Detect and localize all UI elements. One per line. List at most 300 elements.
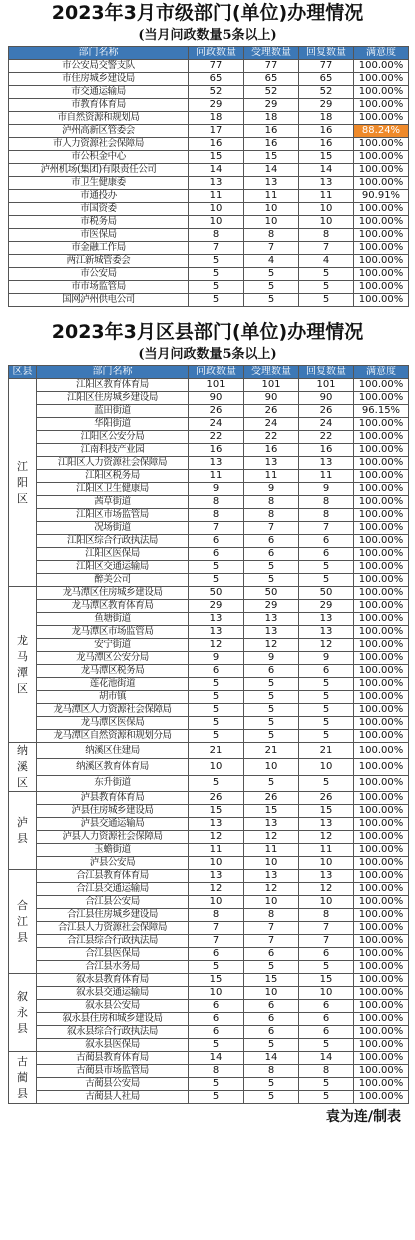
satisfaction-cell: 100.00% <box>354 73 409 86</box>
accepted-count-cell: 5 <box>244 1078 299 1091</box>
reply-count-cell: 8 <box>299 509 354 522</box>
satisfaction-cell: 100.00% <box>354 216 409 229</box>
accepted-count-cell: 10 <box>244 987 299 1000</box>
satisfaction-cell: 100.00% <box>354 418 409 431</box>
reply-count-cell: 5 <box>299 574 354 587</box>
dept-name-cell: 叙永县住房和城乡建设局 <box>37 1013 189 1026</box>
satisfaction-cell: 100.00% <box>354 1026 409 1039</box>
table-row <box>9 164 409 177</box>
inquiry-count-cell: 10 <box>189 896 244 909</box>
dept-name-cell: 市教育体育局 <box>9 99 189 112</box>
satisfaction-cell: 100.00% <box>354 281 409 294</box>
district-cell: 合 江 县 <box>9 870 37 974</box>
dept-name-cell: 江阳区教育体育局 <box>37 379 189 392</box>
satisfaction-cell: 100.00% <box>354 392 409 405</box>
inquiry-count-cell: 29 <box>189 600 244 613</box>
dept-name-cell: 合江县住房城乡建设局 <box>37 909 189 922</box>
table-row <box>9 548 409 561</box>
inquiry-count-cell: 24 <box>189 418 244 431</box>
table-row <box>9 535 409 548</box>
inquiry-count-cell: 6 <box>189 1013 244 1026</box>
accepted-count-cell: 13 <box>244 626 299 639</box>
inquiry-count-cell: 8 <box>189 229 244 242</box>
inquiry-count-cell: 13 <box>189 177 244 190</box>
inquiry-count-cell: 12 <box>189 831 244 844</box>
accepted-count-cell: 11 <box>244 844 299 857</box>
satisfaction-cell: 100.00% <box>354 883 409 896</box>
table-row <box>9 805 409 818</box>
district-cell: 龙 马 潭 区 <box>9 587 37 743</box>
accepted-count-cell: 26 <box>244 792 299 805</box>
dept-name-cell: 龙马潭区人力资源社会保障局 <box>37 704 189 717</box>
reply-count-cell: 6 <box>299 548 354 561</box>
inquiry-count-cell: 11 <box>189 190 244 203</box>
reply-count-cell: 5 <box>299 1078 354 1091</box>
inquiry-count-cell: 7 <box>189 922 244 935</box>
reply-count-cell: 7 <box>299 935 354 948</box>
satisfaction-cell: 100.00% <box>354 561 409 574</box>
reply-count-cell: 10 <box>299 759 354 775</box>
dept-name-cell: 纳溪区住建局 <box>37 743 189 759</box>
satisfaction-cell: 100.00% <box>354 496 409 509</box>
satisfaction-cell: 100.00% <box>354 1091 409 1104</box>
city-table <box>8 46 409 307</box>
satisfaction-cell: 100.00% <box>354 665 409 678</box>
table-row <box>9 870 409 883</box>
inquiry-count-cell: 90 <box>189 392 244 405</box>
reply-count-cell: 7 <box>299 242 354 255</box>
inquiry-count-cell: 65 <box>189 73 244 86</box>
dept-name-cell: 龙马潭区教育体育局 <box>37 600 189 613</box>
reply-count-cell: 13 <box>299 870 354 883</box>
satisfaction-cell: 100.00% <box>354 470 409 483</box>
satisfaction-cell: 100.00% <box>354 1000 409 1013</box>
reply-count-cell: 7 <box>299 922 354 935</box>
dept-name-cell: 市公安局 <box>9 268 189 281</box>
dept-name-cell: 东升街道 <box>37 775 189 791</box>
table-row <box>9 974 409 987</box>
accepted-count-cell: 9 <box>244 483 299 496</box>
reply-count-cell: 5 <box>299 268 354 281</box>
dept-name-cell: 市住房城乡建设局 <box>9 73 189 86</box>
header-reply-count: 回复数量 <box>299 366 354 379</box>
reply-count-cell: 29 <box>299 99 354 112</box>
dept-name-cell: 莲花池街道 <box>37 678 189 691</box>
reply-count-cell: 5 <box>299 717 354 730</box>
county-table <box>8 365 409 1104</box>
dept-name-cell: 泸州高新区管委会 <box>9 125 189 138</box>
inquiry-count-cell: 5 <box>189 1039 244 1052</box>
reply-count-cell: 6 <box>299 1013 354 1026</box>
accepted-count-cell: 5 <box>244 678 299 691</box>
satisfaction-cell: 100.00% <box>354 379 409 392</box>
table-row <box>9 1052 409 1065</box>
header-accepted-count: 受理数量 <box>244 366 299 379</box>
reply-count-cell: 4 <box>299 255 354 268</box>
table-row <box>9 759 409 775</box>
table-row <box>9 73 409 86</box>
satisfaction-cell: 100.00% <box>354 164 409 177</box>
inquiry-count-cell: 10 <box>189 857 244 870</box>
reply-count-cell: 6 <box>299 535 354 548</box>
table-row <box>9 229 409 242</box>
satisfaction-cell: 100.00% <box>354 922 409 935</box>
accepted-count-cell: 10 <box>244 857 299 870</box>
satisfaction-cell: 100.00% <box>354 574 409 587</box>
dept-name-cell: 合江县医保局 <box>37 948 189 961</box>
inquiry-count-cell: 6 <box>189 1000 244 1013</box>
inquiry-count-cell: 5 <box>189 775 244 791</box>
accepted-count-cell: 5 <box>244 561 299 574</box>
satisfaction-cell: 88.24% <box>354 125 409 138</box>
satisfaction-cell: 100.00% <box>354 294 409 307</box>
accepted-count-cell: 5 <box>244 691 299 704</box>
table-row <box>9 652 409 665</box>
reply-count-cell: 12 <box>299 883 354 896</box>
inquiry-count-cell: 14 <box>189 164 244 177</box>
table-row <box>9 418 409 431</box>
inquiry-count-cell: 14 <box>189 1052 244 1065</box>
accepted-count-cell: 15 <box>244 805 299 818</box>
header-inquiry-count: 问政数量 <box>189 47 244 60</box>
accepted-count-cell: 6 <box>244 948 299 961</box>
dept-name-cell: 泸县交通运输局 <box>37 818 189 831</box>
satisfaction-cell: 100.00% <box>354 717 409 730</box>
reply-count-cell: 7 <box>299 522 354 535</box>
table-row <box>9 574 409 587</box>
inquiry-count-cell: 26 <box>189 405 244 418</box>
accepted-count-cell: 6 <box>244 535 299 548</box>
satisfaction-cell: 100.00% <box>354 112 409 125</box>
satisfaction-cell: 100.00% <box>354 600 409 613</box>
satisfaction-cell: 100.00% <box>354 961 409 974</box>
dept-name-cell: 合江县人力资源社会保障局 <box>37 922 189 935</box>
district-cell: 江 阳 区 <box>9 379 37 587</box>
dept-name-cell: 合江县交通运输局 <box>37 883 189 896</box>
reply-count-cell: 5 <box>299 281 354 294</box>
satisfaction-cell: 100.00% <box>354 509 409 522</box>
inquiry-count-cell: 8 <box>189 1065 244 1078</box>
reply-count-cell: 15 <box>299 151 354 164</box>
dept-name-cell: 泸县人力资源社会保障局 <box>37 831 189 844</box>
inquiry-count-cell: 5 <box>189 691 244 704</box>
reply-count-cell: 5 <box>299 294 354 307</box>
table-row <box>9 600 409 613</box>
satisfaction-cell: 100.00% <box>354 896 409 909</box>
accepted-count-cell: 9 <box>244 652 299 665</box>
table-row <box>9 431 409 444</box>
accepted-count-cell: 10 <box>244 216 299 229</box>
accepted-count-cell: 7 <box>244 242 299 255</box>
city-header-row <box>9 47 409 60</box>
inquiry-count-cell: 8 <box>189 509 244 522</box>
satisfaction-cell: 100.00% <box>354 974 409 987</box>
accepted-count-cell: 13 <box>244 457 299 470</box>
inquiry-count-cell: 6 <box>189 535 244 548</box>
reply-count-cell: 90 <box>299 392 354 405</box>
inquiry-count-cell: 5 <box>189 268 244 281</box>
reply-count-cell: 5 <box>299 691 354 704</box>
county-title: 2023年3月区县部门(单位)办理情况 <box>51 321 364 343</box>
satisfaction-cell: 100.00% <box>354 626 409 639</box>
table-row <box>9 1013 409 1026</box>
reply-count-cell: 52 <box>299 86 354 99</box>
satisfaction-cell: 100.00% <box>354 639 409 652</box>
accepted-count-cell: 77 <box>244 60 299 73</box>
inquiry-count-cell: 15 <box>189 805 244 818</box>
table-row <box>9 730 409 743</box>
district-cell: 古 蔺 县 <box>9 1052 37 1104</box>
dept-name-cell: 市公积金中心 <box>9 151 189 164</box>
district-cell: 叙 永 县 <box>9 974 37 1052</box>
satisfaction-cell: 100.00% <box>354 242 409 255</box>
table-row <box>9 1000 409 1013</box>
table-row <box>9 691 409 704</box>
table-row <box>9 509 409 522</box>
satisfaction-cell: 100.00% <box>354 792 409 805</box>
reply-count-cell: 10 <box>299 203 354 216</box>
satisfaction-cell: 100.00% <box>354 818 409 831</box>
dept-name-cell: 叙永县交通运输局 <box>37 987 189 1000</box>
satisfaction-cell: 100.00% <box>354 587 409 600</box>
dept-name-cell: 市卫生健康委 <box>9 177 189 190</box>
district-cell: 纳 溪 区 <box>9 743 37 792</box>
satisfaction-cell: 100.00% <box>354 652 409 665</box>
dept-name-cell: 古蔺县公安局 <box>37 1078 189 1091</box>
accepted-count-cell: 7 <box>244 922 299 935</box>
inquiry-count-cell: 13 <box>189 818 244 831</box>
satisfaction-cell: 100.00% <box>354 948 409 961</box>
reply-count-cell: 11 <box>299 190 354 203</box>
county-subtitle: (当月问政数量5条以上) <box>138 347 277 362</box>
table-row <box>9 99 409 112</box>
satisfaction-cell: 100.00% <box>354 548 409 561</box>
inquiry-count-cell: 5 <box>189 704 244 717</box>
satisfaction-cell: 100.00% <box>354 522 409 535</box>
accepted-count-cell: 50 <box>244 587 299 600</box>
satisfaction-cell: 100.00% <box>354 255 409 268</box>
satisfaction-cell: 100.00% <box>354 704 409 717</box>
table-row <box>9 216 409 229</box>
dept-name-cell: 市医保局 <box>9 229 189 242</box>
dept-name-cell: 合江县公安局 <box>37 896 189 909</box>
table-row <box>9 743 409 759</box>
inquiry-count-cell: 6 <box>189 1026 244 1039</box>
reply-count-cell: 5 <box>299 961 354 974</box>
header-dept-name: 部门名称 <box>9 47 189 60</box>
table-row <box>9 483 409 496</box>
table-row <box>9 86 409 99</box>
district-cell: 泸 县 <box>9 792 37 870</box>
accepted-count-cell: 7 <box>244 522 299 535</box>
table-row <box>9 444 409 457</box>
header-satisfaction: 满意度 <box>354 366 409 379</box>
inquiry-count-cell: 10 <box>189 759 244 775</box>
reply-count-cell: 5 <box>299 775 354 791</box>
dept-name-cell: 市公安局交警支队 <box>9 60 189 73</box>
dept-name-cell: 泸县教育体育局 <box>37 792 189 805</box>
table-row <box>9 294 409 307</box>
satisfaction-cell: 100.00% <box>354 1078 409 1091</box>
satisfaction-cell: 100.00% <box>354 1065 409 1078</box>
table-row <box>9 379 409 392</box>
inquiry-count-cell: 5 <box>189 730 244 743</box>
inquiry-count-cell: 15 <box>189 974 244 987</box>
accepted-count-cell: 8 <box>244 509 299 522</box>
reply-count-cell: 26 <box>299 405 354 418</box>
accepted-count-cell: 16 <box>244 444 299 457</box>
table-row <box>9 678 409 691</box>
accepted-count-cell: 6 <box>244 548 299 561</box>
table-row <box>9 457 409 470</box>
satisfaction-cell: 100.00% <box>354 151 409 164</box>
accepted-count-cell: 5 <box>244 730 299 743</box>
inquiry-count-cell: 5 <box>189 281 244 294</box>
reply-count-cell: 14 <box>299 164 354 177</box>
satisfaction-cell: 100.00% <box>354 483 409 496</box>
city-table-body <box>9 60 409 307</box>
dept-name-cell: 纳溪区教育体育局 <box>37 759 189 775</box>
accepted-count-cell: 5 <box>244 961 299 974</box>
accepted-count-cell: 5 <box>244 294 299 307</box>
dept-name-cell: 市税务局 <box>9 216 189 229</box>
inquiry-count-cell: 9 <box>189 652 244 665</box>
dept-name-cell: 江阳区住房城乡建设局 <box>37 392 189 405</box>
satisfaction-cell: 100.00% <box>354 86 409 99</box>
table-row <box>9 883 409 896</box>
accepted-count-cell: 90 <box>244 392 299 405</box>
table-row <box>9 844 409 857</box>
satisfaction-cell: 100.00% <box>354 759 409 775</box>
accepted-count-cell: 16 <box>244 125 299 138</box>
dept-name-cell: 市通投办 <box>9 190 189 203</box>
table-row <box>9 151 409 164</box>
accepted-count-cell: 5 <box>244 574 299 587</box>
dept-name-cell: 龙马潭区税务局 <box>37 665 189 678</box>
table-row <box>9 613 409 626</box>
inquiry-count-cell: 22 <box>189 431 244 444</box>
dept-name-cell: 蓝田街道 <box>37 405 189 418</box>
satisfaction-cell: 100.00% <box>354 987 409 1000</box>
dept-name-cell: 江阳区公安分局 <box>37 431 189 444</box>
inquiry-count-cell: 8 <box>189 909 244 922</box>
dept-name-cell: 龙马潭区医保局 <box>37 717 189 730</box>
satisfaction-cell: 100.00% <box>354 203 409 216</box>
inquiry-count-cell: 18 <box>189 112 244 125</box>
reply-count-cell: 9 <box>299 483 354 496</box>
dept-name-cell: 叙永县教育体育局 <box>37 974 189 987</box>
inquiry-count-cell: 5 <box>189 561 244 574</box>
reply-count-cell: 12 <box>299 639 354 652</box>
inquiry-count-cell: 12 <box>189 639 244 652</box>
satisfaction-cell: 100.00% <box>354 1013 409 1026</box>
table-row <box>9 561 409 574</box>
county-section <box>0 319 415 1104</box>
reply-count-cell: 77 <box>299 60 354 73</box>
reply-count-cell: 10 <box>299 987 354 1000</box>
reply-count-cell: 15 <box>299 805 354 818</box>
reply-count-cell: 13 <box>299 626 354 639</box>
satisfaction-cell: 100.00% <box>354 909 409 922</box>
dept-name-cell: 胡市镇 <box>37 691 189 704</box>
table-row <box>9 948 409 961</box>
accepted-count-cell: 15 <box>244 974 299 987</box>
inquiry-count-cell: 5 <box>189 1078 244 1091</box>
inquiry-count-cell: 10 <box>189 203 244 216</box>
inquiry-count-cell: 21 <box>189 743 244 759</box>
satisfaction-cell: 100.00% <box>354 229 409 242</box>
dept-name-cell: 江阳区综合行政执法局 <box>37 535 189 548</box>
table-row <box>9 112 409 125</box>
reply-count-cell: 6 <box>299 1000 354 1013</box>
table-row <box>9 138 409 151</box>
dept-name-cell: 两江新城管委会 <box>9 255 189 268</box>
inquiry-count-cell: 6 <box>189 948 244 961</box>
accepted-count-cell: 8 <box>244 229 299 242</box>
reply-count-cell: 10 <box>299 857 354 870</box>
accepted-count-cell: 6 <box>244 1013 299 1026</box>
accepted-count-cell: 6 <box>244 1026 299 1039</box>
satisfaction-cell: 100.00% <box>354 268 409 281</box>
satisfaction-cell: 100.00% <box>354 844 409 857</box>
table-row <box>9 639 409 652</box>
accepted-count-cell: 6 <box>244 1000 299 1013</box>
dept-name-cell: 合江县综合行政执法局 <box>37 935 189 948</box>
accepted-count-cell: 11 <box>244 470 299 483</box>
dept-name-cell: 市金融工作局 <box>9 242 189 255</box>
dept-name-cell: 茜草街道 <box>37 496 189 509</box>
inquiry-count-cell: 7 <box>189 935 244 948</box>
dept-name-cell: 泸州机场(集团)有限责任公司 <box>9 164 189 177</box>
dept-name-cell: 合江县水务局 <box>37 961 189 974</box>
table-row <box>9 775 409 791</box>
header-reply-count: 回复数量 <box>299 47 354 60</box>
inquiry-count-cell: 6 <box>189 665 244 678</box>
reply-count-cell: 13 <box>299 177 354 190</box>
satisfaction-cell: 100.00% <box>354 831 409 844</box>
header-inquiry-count: 问政数量 <box>189 366 244 379</box>
credit-line: 袁为连/制表 <box>325 1109 401 1125</box>
table-row <box>9 405 409 418</box>
accepted-count-cell: 5 <box>244 704 299 717</box>
reply-count-cell: 16 <box>299 444 354 457</box>
accepted-count-cell: 8 <box>244 1065 299 1078</box>
accepted-count-cell: 8 <box>244 909 299 922</box>
dept-name-cell: 叙永县综合行政执法局 <box>37 1026 189 1039</box>
table-row <box>9 987 409 1000</box>
dept-name-cell: 古蔺县人社局 <box>37 1091 189 1104</box>
reply-count-cell: 5 <box>299 1091 354 1104</box>
satisfaction-cell: 100.00% <box>354 535 409 548</box>
inquiry-count-cell: 5 <box>189 678 244 691</box>
inquiry-count-cell: 10 <box>189 216 244 229</box>
reply-count-cell: 13 <box>299 613 354 626</box>
inquiry-count-cell: 5 <box>189 1091 244 1104</box>
satisfaction-cell: 100.00% <box>354 678 409 691</box>
table-row <box>9 1039 409 1052</box>
accepted-count-cell: 13 <box>244 818 299 831</box>
accepted-count-cell: 12 <box>244 639 299 652</box>
inquiry-count-cell: 11 <box>189 470 244 483</box>
satisfaction-cell: 100.00% <box>354 1039 409 1052</box>
accepted-count-cell: 18 <box>244 112 299 125</box>
reply-count-cell: 12 <box>299 831 354 844</box>
inquiry-count-cell: 5 <box>189 574 244 587</box>
reply-count-cell: 6 <box>299 948 354 961</box>
table-row <box>9 255 409 268</box>
inquiry-count-cell: 50 <box>189 587 244 600</box>
dept-name-cell: 江南科技产业园 <box>37 444 189 457</box>
